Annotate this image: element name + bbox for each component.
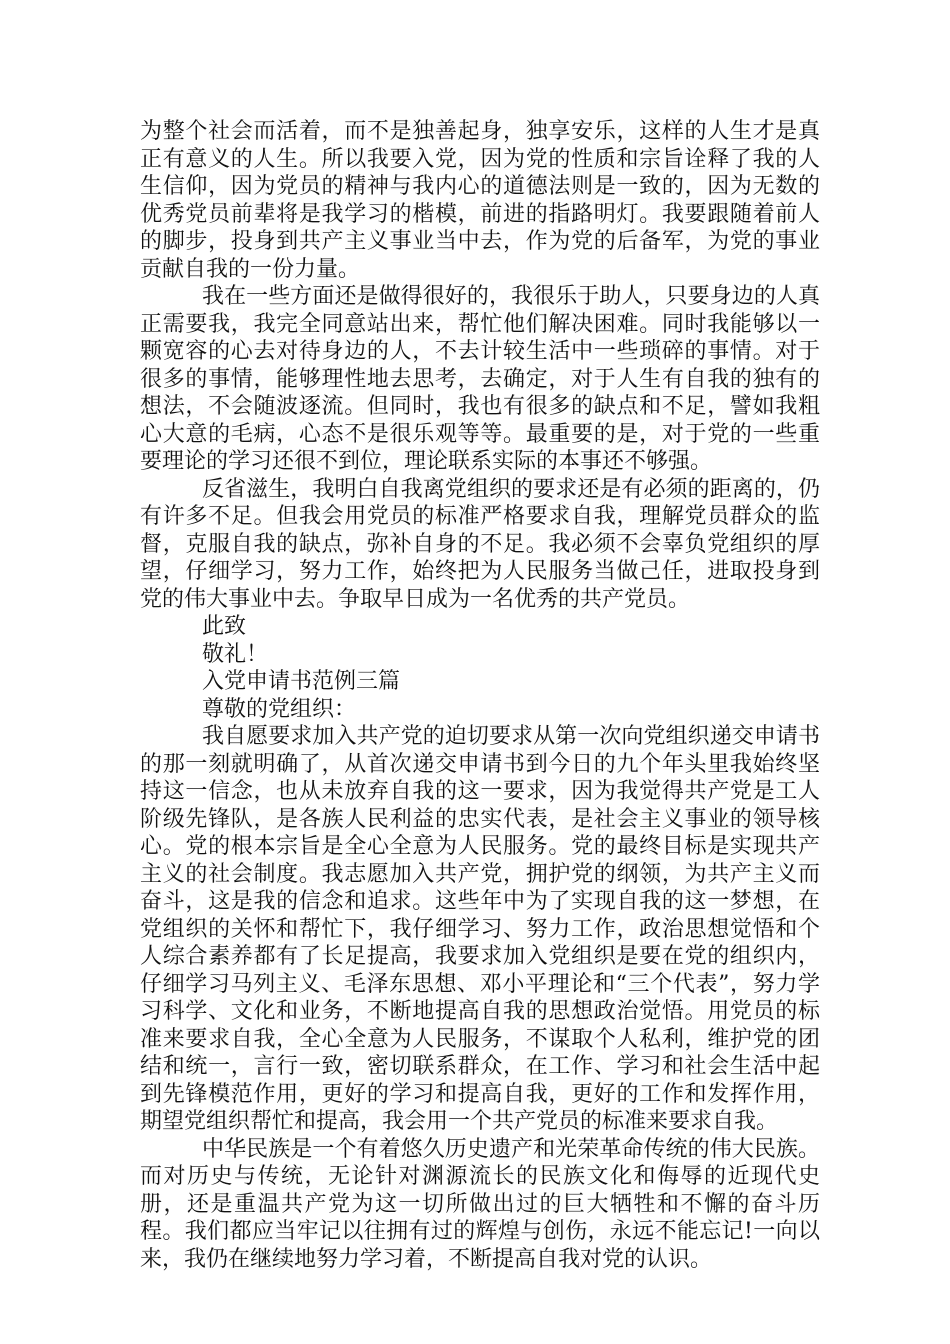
closing-line-2: 敬礼！ — [202, 641, 269, 667]
section-title: 入党申请书范例三篇 — [202, 669, 401, 694]
paragraph-5: 中华民族是一个有着悠久历史遗产和光荣革命传统的伟大民族。而对历史与传统，无论针对渊源流长的民族文化和侮辱的近现代史册，还是重温共产党为这一切所做出过的巨大牺牲和不懈的奋斗历程。我们都应当牢记以往拥有过的辉煌与创伤，永远不能忘记!一向以来，我仍在继续地努力学习着，不断提高自我对党的认识。 — [140, 1136, 820, 1272]
paragraph-3: 反省滋生，我明白自我离党组织的要求还是有必须的距离的，仍有许多不足。但我会用党员的标准严格要求自我，理解党员群众的监督，克服自我的缺点，弥补自身的不足。我必须不会辜负党组织的厚望，仔细学习，努力工作，始终把为人民服务当做己任，进取投身到党的伟大事业中去。争取早日成为一名优秀的共产党员。 — [140, 476, 820, 612]
paragraph-1: 为整个社会而活着，而不是独善起身，独享安乐，这样的人生才是真正有意义的人生。所以我要入党，因为党的性质和宗旨诠释了我的人生信仰，因为党员的精神与我内心的道德法则是一致的，因为无数的优秀党员前辈将是我学习的楷模，前进的指路明灯。我要跟随着前人的脚步，投身到共产主义事业当中去，作为党的后备军，为党的事业贡献自我的一份力量。 — [140, 119, 820, 282]
paragraph-2: 我在一些方面还是做得很好的，我很乐于助人，只要身边的人真正需要我，我完全同意站出来，帮忙他们解决困难。同时我能够以一颗宽容的心去对待身边的人，不去计较生活中一些琐碎的事情。对于很多的事情，能够理性地去思考，去确定，对于人生有自我的独有的想法，不会随波逐流。但同时，我也有很多的缺点和不足，譬如我粗心大意的毛病，心态不是很乐观等等。最重要的是，对于党的一些重要理论的学习还很不到位，理论联系实际的本事还不够强。 — [140, 284, 820, 474]
paragraph-4: 我自愿要求加入共产党的迫切要求从第一次向党组织递交申请书的那一刻就明确了，从首次递交申请书到今日的九个年头里我始终坚持这一信念，也从未放弃自我的这一要求，因为我觉得共产党是工人阶级先锋队，是各族人民利益的忠实代表，是社会主义事业的领导核心。党的根本宗旨是全心全意为人民服务。党的最终目标是实现共产主义的社会制度。我志愿加入共产党，拥护党的纲领，为共产主义而奋斗，这是我的信念和追求。这些年中为了实现自我的这一梦想，在党组织的关怀和帮忙下，我仔细学习、努力工作，政治思想觉悟和个人综合素养都有了长足提高，我要求加入党组织是要在党的组织内，仔细学习马列主义、毛泽东思想、邓小平理论和“三个代表”，努力学习科学、文化和业务，不断地提高自我的思想政治觉悟。用党员的标准来要求自我，全心全意为人民服务，不谋取个人私利，维护党的团结和统一，言行一致，密切联系群众，在工作、学习和社会生活中起到先锋模范作用，更好的学习和提高自我，更好的工作和发挥作用，期望党组织帮忙和提高，我会用一个共产党员的标准来要求自我。 — [140, 724, 820, 1134]
document-page — [140, 118, 820, 1273]
salutation: 尊敬的党组织： — [202, 696, 357, 722]
closing-line-1: 此致 — [202, 614, 247, 639]
